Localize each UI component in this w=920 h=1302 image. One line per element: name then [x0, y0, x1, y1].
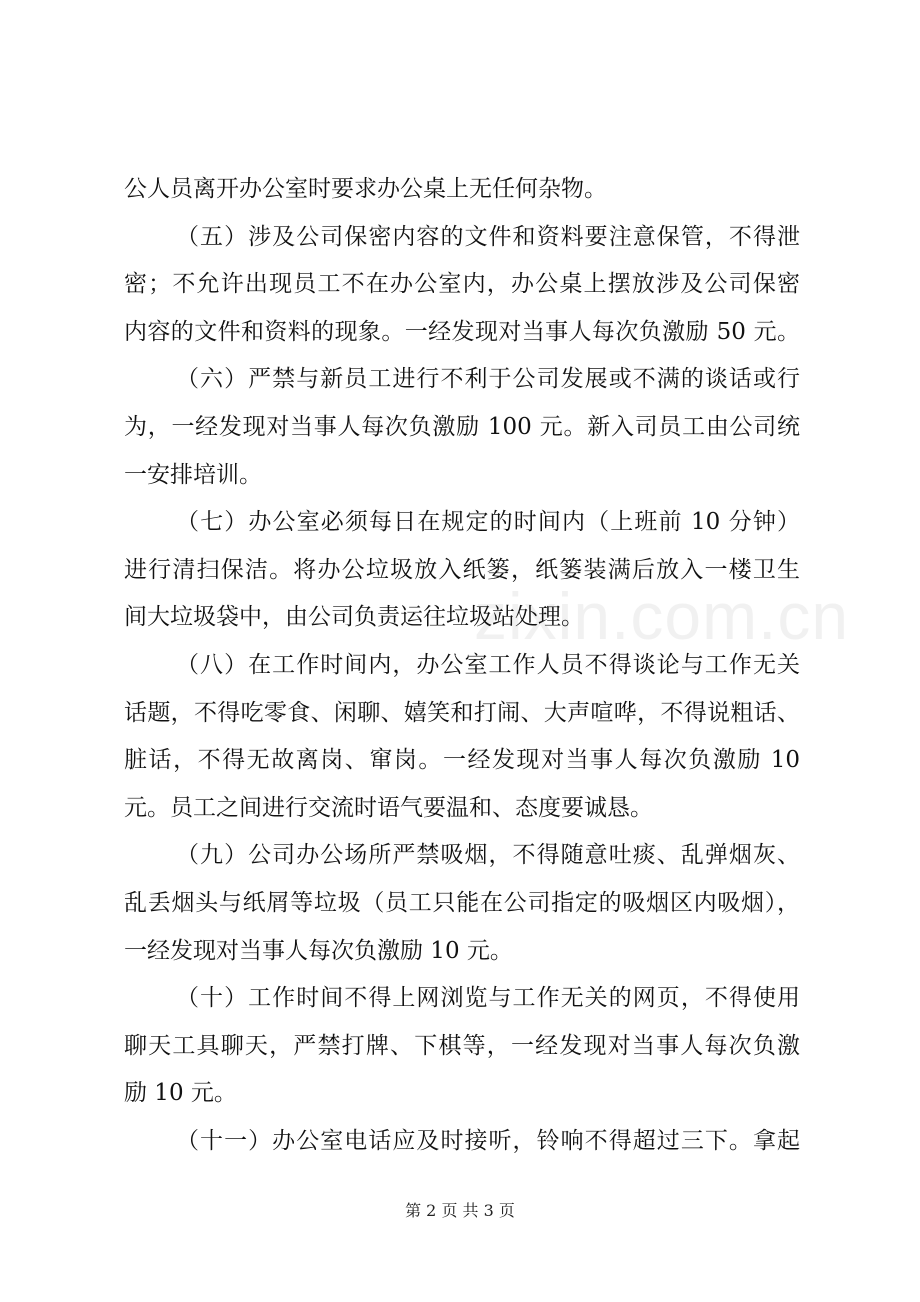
text-line: 内容的文件和资料的现象。一经发现对当事人每次负激励 50 元。 [124, 318, 800, 345]
page-footer: 第 2 页 共 3 页 [405, 1201, 515, 1220]
text-line: 一安排培训。 [124, 461, 262, 488]
text-line: 元。员工之间进行交流时语气要温和、态度要诚恳。 [124, 794, 653, 821]
text-line: （十）工作时间不得上网浏览与工作无关的网页，不得使用 [176, 985, 800, 1012]
text-line: 乱丢烟头与纸屑等垃圾（员工只能在公司指定的吸烟区内吸烟）， [124, 889, 800, 916]
text-line: 聊天工具聊天，严禁打牌、下棋等，一经发现对当事人每次负激 [124, 1032, 800, 1059]
text-line: （六）严禁与新员工进行不利于公司发展或不满的谈话或行 [176, 366, 800, 393]
document-body [124, 166, 800, 1165]
text-line: （七）办公室必须每日在规定的时间内（上班前 10 分钟） [176, 509, 800, 536]
text-line: 进行清扫保洁。将办公垃圾放入纸篓，纸篓装满后放入一楼卫生 [124, 556, 800, 583]
text-line: 话题，不得吃零食、闲聊、嬉笑和打闹、大声喧哗，不得说粗话、 [124, 699, 800, 726]
text-line: 一经发现对当事人每次负激励 10 元。 [124, 937, 513, 964]
text-line: （九）公司办公场所严禁吸烟，不得随意吐痰、乱弹烟灰、 [176, 842, 800, 869]
text-line: 脏话，不得无故离岗、窜岗。一经发现对当事人每次负激励 10 [124, 747, 800, 774]
text-line: （五）涉及公司保密内容的文件和资料要注意保管，不得泄 [176, 223, 800, 250]
text-line: 间大垃圾袋中，由公司负责运往垃圾站处理。 [124, 604, 584, 631]
text-line: 公人员离开办公室时要求办公桌上无任何杂物。 [124, 176, 607, 202]
watermark: zixin.com.cn [474, 579, 850, 653]
text-line: （八）在工作时间内，办公室工作人员不得谈论与工作无关 [176, 651, 800, 678]
text-line: （十一）办公室电话应及时接听，铃响不得超过三下。拿起 [176, 1127, 800, 1154]
text-line: 为，一经发现对当事人每次负激励 100 元。新入司员工由公司统 [124, 413, 800, 440]
text-line: 密；不允许出现员工不在办公室内，办公桌上摆放涉及公司保密 [124, 271, 800, 298]
text-line: 励 10 元。 [124, 1080, 237, 1107]
